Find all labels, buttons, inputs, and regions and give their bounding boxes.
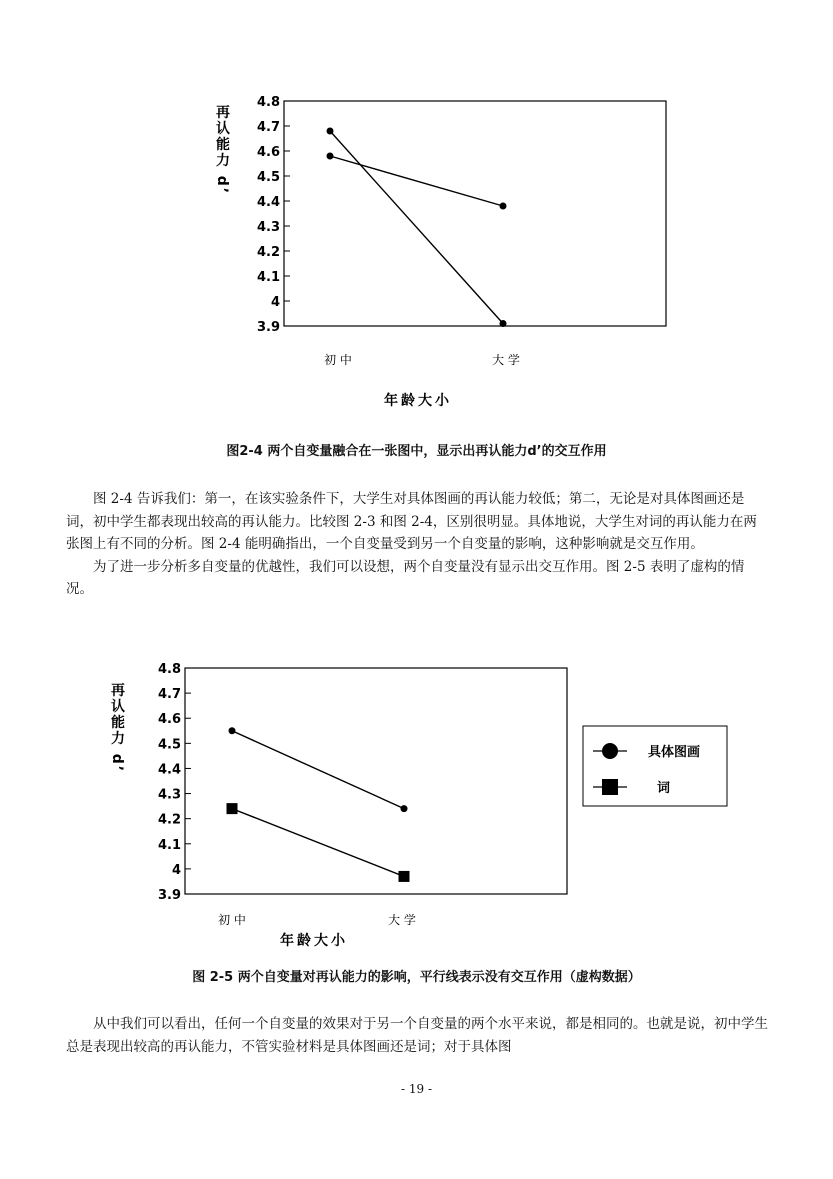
x-axis-label: 年龄大小: [280, 933, 348, 949]
y-tick-label: 4.3: [256, 220, 280, 235]
x-tick-label: 初 中: [218, 913, 246, 927]
x-axis-label: 年龄大小: [384, 393, 452, 409]
y-tick-label: 4: [270, 295, 280, 310]
x-tick-label: 初 中: [324, 353, 352, 367]
data-point: [401, 805, 408, 812]
y-tick-label: 4.6: [157, 712, 181, 728]
plot-frame: [185, 668, 567, 894]
y-axis-label: 再认能力 d’: [214, 104, 230, 196]
paragraph: 从中我们可以看出，任何一个自变量的效果对于另一个自变量的两个水平来说，都是相同的。也就是说，初中学生总是表现出较高的再认能力，不管实验材料是具体图画还是词；对于具体图: [66, 1016, 768, 1055]
series-line: [232, 731, 404, 809]
y-tick-label: 4.7: [256, 120, 280, 135]
data-point-square: [399, 871, 410, 882]
data-point: [327, 153, 334, 160]
page-number: - 19 -: [400, 1082, 432, 1096]
series-line: [232, 809, 404, 877]
data-point-square: [227, 803, 238, 814]
series-line: [330, 156, 503, 206]
figure-2-4-chart: [0, 0, 833, 420]
paragraph: 图 2-4 告诉我们：第一，在该实验条件下，大学生对具体图画的再认能力较低；第二，无论是对具体图画还是词，初中学生都表现出较高的再认能力。比较图 2-3 和图 2-4，区别很明显。具体地说，大学生对词的再认能力在两张图上有不同的分析。图 2-4 能明确指出，一个自变量受到另一个自变量的影响，这种影响就是交互作用。: [66, 491, 757, 553]
y-tick-label: 4.1: [157, 837, 181, 853]
body-text-top: [66, 488, 770, 601]
data-point: [229, 727, 236, 734]
y-tick-label: 4.5: [256, 170, 280, 185]
y-tick-label: 3.9: [256, 320, 280, 335]
data-point: [500, 320, 507, 327]
series-line: [330, 131, 503, 324]
y-tick-label: 4.8: [256, 95, 280, 110]
y-tick-label: 4.1: [256, 270, 280, 285]
y-tick-label: 4.2: [157, 812, 181, 828]
y-tick-label: 4.7: [157, 687, 181, 703]
data-point: [500, 203, 507, 210]
figure-2-5-caption: 图 2-5 两个自变量对再认能力的影响，平行线表示没有交互作用（虚构数据）: [192, 970, 641, 985]
y-tick-label: 4.4: [256, 195, 280, 210]
figure-2-5-chart: [0, 640, 833, 960]
y-tick-label: 3.9: [157, 888, 181, 903]
y-tick-label: 4.5: [157, 737, 181, 753]
y-axis-label: 再认能力 d’: [109, 682, 125, 774]
y-tick-label: 4.4: [157, 762, 181, 778]
circle-marker-icon: [602, 743, 618, 759]
y-tick-label: 4.8: [157, 662, 181, 677]
y-tick-label: 4.3: [157, 787, 181, 803]
square-marker-icon: [602, 779, 618, 795]
paragraph: 为了进一步分析多自变量的优越性，我们可以设想，两个自变量没有显示出交互作用。图 2-5 表明了虚构的情况。: [66, 558, 745, 598]
figure-2-4-caption: 图2-4 两个自变量融合在一张图中，显示出再认能力d’的交互作用: [226, 444, 607, 459]
data-point: [327, 128, 334, 135]
legend: [583, 726, 727, 806]
y-tick-label: 4: [171, 862, 181, 878]
body-text-bottom: [66, 1013, 770, 1058]
legend-entry-label: 词: [657, 781, 671, 796]
y-tick-label: 4.6: [256, 145, 280, 160]
legend-entry-label: 具体图画: [648, 745, 701, 760]
y-tick-label: 4.2: [256, 245, 280, 260]
x-tick-label: 大 学: [388, 913, 416, 927]
x-tick-label: 大 学: [492, 353, 520, 367]
